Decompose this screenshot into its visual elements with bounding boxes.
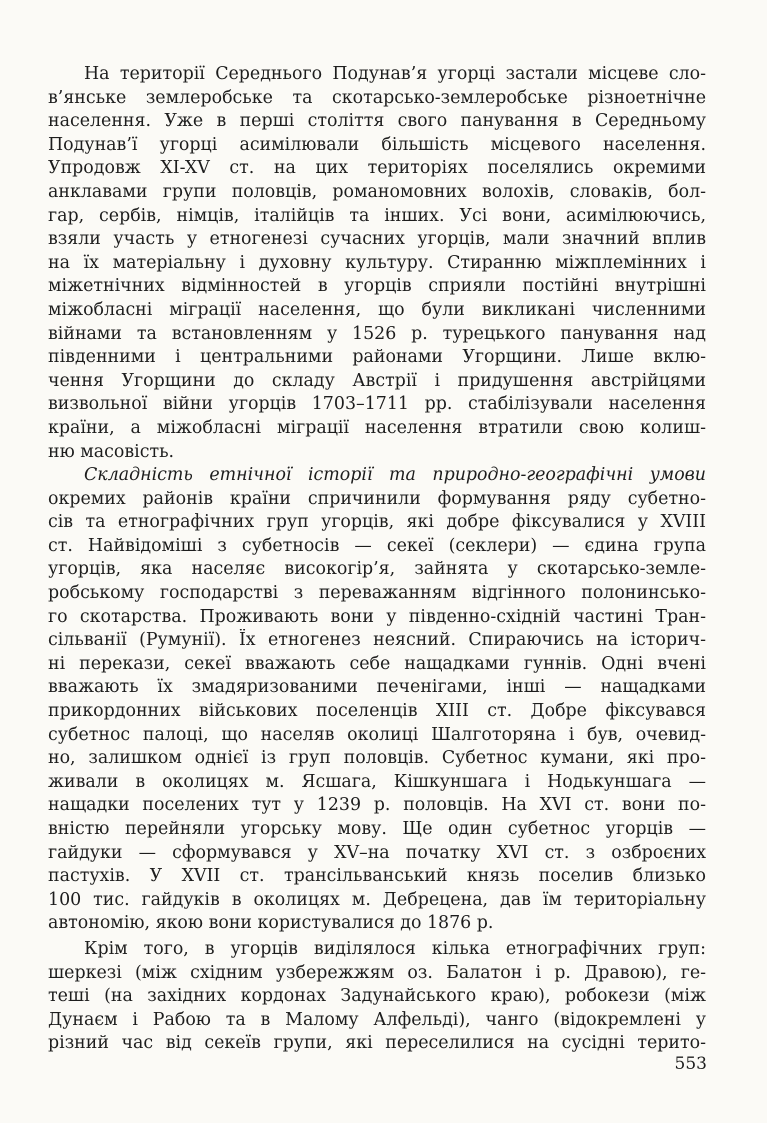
paragraph-3 xyxy=(48,938,706,1056)
text-line: шеркезі (між східним узбережжям оз. Балатон і р. Дравою), ге- xyxy=(48,962,706,983)
text-line: живали в околицях м. Ясшага, Кішкуншага і Нодькуншага — xyxy=(48,771,706,792)
text-line: сів та етнографічних груп угорців, які добре фіксувалися у XVIII xyxy=(48,512,706,533)
text-line: окремих районів країни спричинили формування ряду субетно- xyxy=(48,488,706,509)
text-line: автономію, якою вони користувалися до 1876 р. xyxy=(48,913,494,934)
paragraph-1 xyxy=(48,63,706,464)
text-line: прикордонних військових поселенців XIII ст. Добре фіксувався xyxy=(48,701,706,722)
text-line: визвольної війни угорців 1703–1711 рр. стабілізували населення xyxy=(48,394,706,415)
text-line: міжетнічних відмінностей в угорців сприяли постійні внутрішні xyxy=(48,276,706,297)
text-line: Складність етнічної історії та природно-географічні умови xyxy=(84,465,706,486)
text-line: війнами та встановленням у 1526 р. турецького панування над xyxy=(48,323,706,344)
text-line: вважають їх змадяризованими печенігами, інші — нащадками xyxy=(48,677,706,698)
text-line: го скотарства. Проживають вони у південно-східній частині Тран- xyxy=(48,606,706,627)
text-line: населення. Уже в перші століття свого панування в Середньому xyxy=(48,111,706,132)
text-line: 100 тис. гайдуків в околицях м. Дебрецена, дав їм територіальну xyxy=(48,889,706,910)
text-line: вністю перейняли угорську мову. Ще один субетнос угорців — xyxy=(48,819,706,839)
text-line: сільванії (Румунії). Їх етногенез неясний. Спираючись на історич- xyxy=(48,630,706,651)
text-line: ст. Найвідоміші з субетносів — секеї (секлери) — єдина група xyxy=(48,535,706,556)
text-line: Подунав’ї угорці асимілювали більшість місцевого населення. xyxy=(48,134,706,155)
page-number: 553 xyxy=(674,1054,707,1074)
text-line: нащадки поселених тут у 1239 р. половців. На XVI ст. вони по- xyxy=(48,795,706,816)
text-line: різний час від секеїв групи, які переселилися на сусідні терито- xyxy=(48,1033,706,1054)
text-line: країни, а міжобласні міграції населення втратили свою колиш- xyxy=(48,417,706,438)
text-line: теші (на західних кордонах Задунайського краю), робокези (між xyxy=(48,986,706,1007)
text-line: субетнос палоці, що населяв околиці Шалготоряна і був, очевид- xyxy=(48,724,706,745)
text-line: ню масовість. xyxy=(48,441,175,462)
text-line: гайдуки — сформувався у XV–на початку XVI ст. з озброєних xyxy=(48,842,706,863)
text-line: Упродовж XI-XV ст. на цих територіях поселялись окремими xyxy=(48,158,706,179)
text-line: На території Середнього Подунав’я угорці застали місцеве сло- xyxy=(84,64,706,84)
paragraph-2 xyxy=(48,464,706,936)
text-line: Крім того, в угорців виділялося кілька етнографічних груп: xyxy=(84,938,706,959)
text-line: взяли участь у етногенезі сучасних угорців, мали значний вплив xyxy=(48,229,706,250)
text-line: робському господарстві з переважанням відгінного полонинсько- xyxy=(48,583,706,604)
text-line: південними і центральними районами Угорщини. Лише вклю- xyxy=(48,347,706,368)
text-line: чення Угорщини до складу Австрії і придушення австрійцями xyxy=(48,370,706,391)
text-line: міжобласні міграції населення, що були викликані численними xyxy=(48,299,706,320)
text-line: на їх матеріальну і духовну культуру. Стиранню міжплемінних і xyxy=(48,252,706,273)
text-line: Дунаєм і Рабою та в Малому Алфельді), чанго (відокремлені у xyxy=(48,1009,706,1030)
text-line: в’янське землеробське та скотарсько-землеробське різноетнічне xyxy=(48,87,706,108)
text-line: угорців, яка населяє високогір’я, зайнята у скотарсько-земле- xyxy=(48,559,706,580)
page-body xyxy=(48,63,706,1056)
text-line: анклавами групи половців, романомовних волохів, словаків, бол- xyxy=(48,181,706,202)
text-line: пастухів. У XVII ст. трансільванський князь поселив близько xyxy=(48,866,706,887)
text-line: гар, сербів, німців, італійців та інших. Усі вони, асимілюючись, xyxy=(48,205,706,226)
text-line: ні перекази, секеї вважають себе нащадками гуннів. Одні вчені xyxy=(48,653,706,674)
text-line: но, залишком однієї із груп половців. Субетнос кумани, які про- xyxy=(48,748,706,769)
